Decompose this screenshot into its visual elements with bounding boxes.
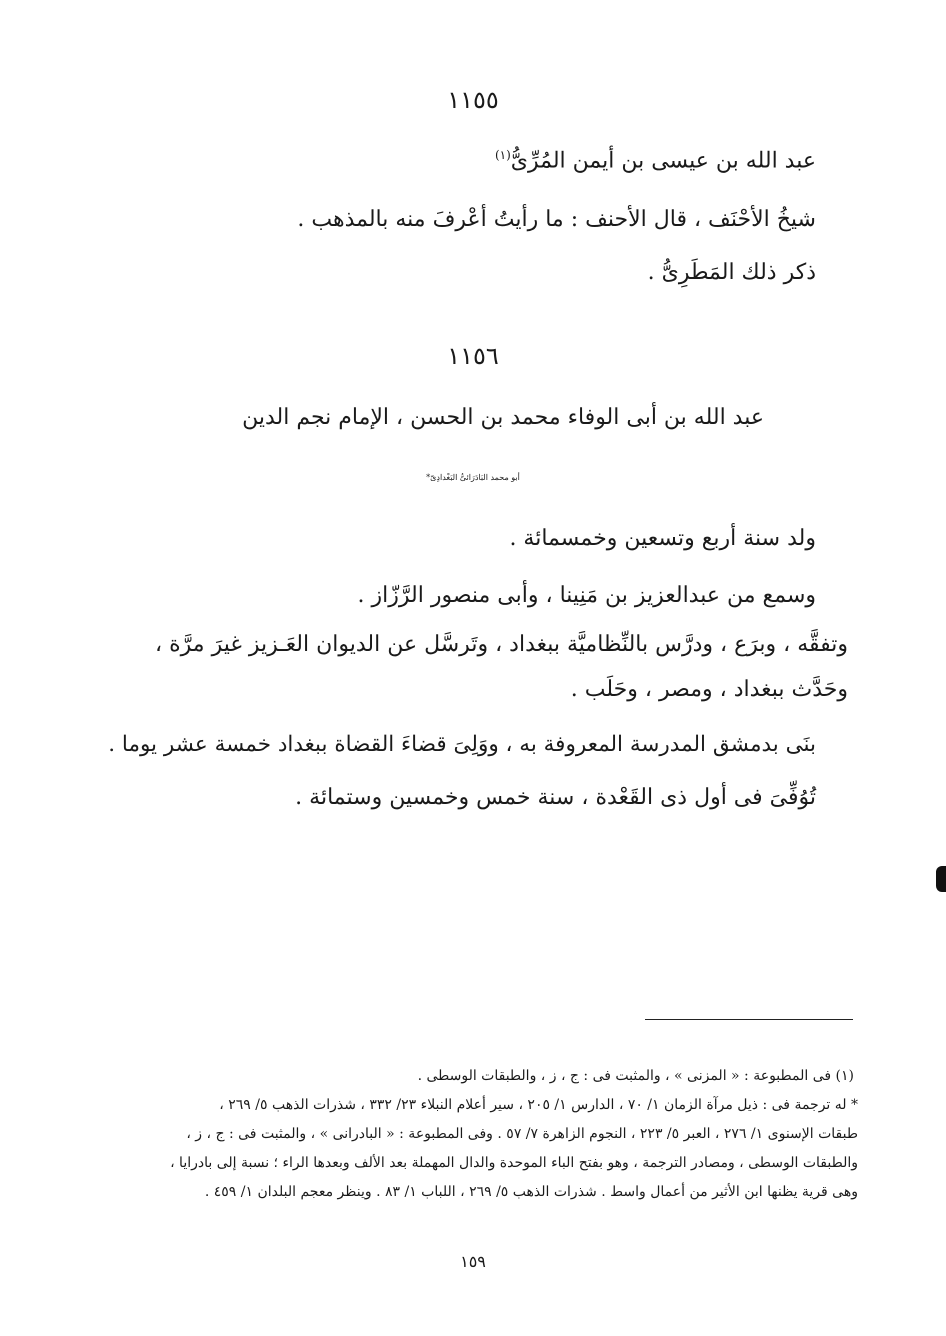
footnote-marker-1[interactable]: (١) [494,148,511,162]
entry-1156-line-teachers: وسمع من عبدالعزيز بن مَنِينا ، وأبى منصور الرَّزّاز . [357,583,816,608]
footnote-star-line-2: طبقات الإسنوى ١/ ٢٧٦ ، العبر ٥/ ٢٢٣ ، النجوم الزاهرة ٧/ ٥٧ . وفى المطبوعة : « البادرانى » ، والمثبت فى : ج ، ز ، [186,1126,858,1142]
footnote-star-line-3: والطبقات الوسطى ، ومصادر الترجمة ، وهو بفتح الباء الموحدة والدال المهملة بعد الألف وبعدها الراء ؛ نسبة إلى بادرايا ، [170,1155,858,1171]
entry-1156-kunya: أبو محمد البَادَرَائىُّ البَغْدادِىّ* [426,473,520,482]
entry-1156-line-death: تُوُفِّىَ فى أول ذى القَعْدة ، سنة خمس وخمسين وستمائة . [295,785,816,810]
footnote-star-line-1: * له ترجمة فى : ذيل مرآة الزمان ١/ ٧٠ ، الدارس ١/ ٢٠٥ ، سير أعلام النبلاء ٢٣/ ٣٣٢ ، شذرات الذهب ٥/ ٢٦٩ ، [219,1097,858,1113]
entry-1156-line-study: وتفقَّه ، وبرَع ، ودرَّس بالنِّظاميَّة ببغداد ، وتَرسَّل عن الديوان العَـزيز غيرَ مرَّة ، [155,632,848,657]
entry-1155-name-text: عبد الله بن عيسى بن أيمن المُرِّىُّ [510,148,816,174]
entry-number-1156: ١١٥٦ [447,342,499,370]
page-number: ١٥٩ [460,1252,486,1271]
footnote-separator [645,1019,853,1020]
entry-1155-line-2: شيخُ الأحْنَف ، قال الأحنف : ما رأيتُ أعْرفَ منه بالمذهب . [297,207,816,232]
entry-1155-line-3: ذكر ذلك المَطَرِىُّ . [647,260,816,285]
entry-1156-line-birth: ولد سنة أربع وتسعين وخمسمائة . [509,526,816,551]
binding-mark [936,866,946,892]
footnote-star-line-4: وهى قرية يظنها ابن الأثير من أعمال واسط . شذرات الذهب ٥/ ٢٦٩ ، اللباب ١/ ٨٣ . وينظر معجم البلدان ١/ ٤٥٩ . [204,1184,858,1200]
entry-1155-name [495,148,816,173]
entry-1156-line-madrasa: بنَى بدمشق المدرسة المعروفة به ، ووَلِىَ قضاءَ القضاة ببغداد خمسة عشر يوما . [108,732,816,757]
footnote-1: (١) فى المطبوعة : « المزنى » ، والمثبت فى : ج ، ز ، والطبقات الوسطى . [417,1068,854,1084]
entry-1156-name: عبد الله بن أبى الوفاء محمد بن الحسن ، الإمام نجم الدين [242,405,764,430]
entry-1156-line-hadith: وحَدَّث ببغداد ، ومصر ، وحَلَب . [570,677,848,702]
entry-number-1155: ١١٥٥ [447,86,499,114]
